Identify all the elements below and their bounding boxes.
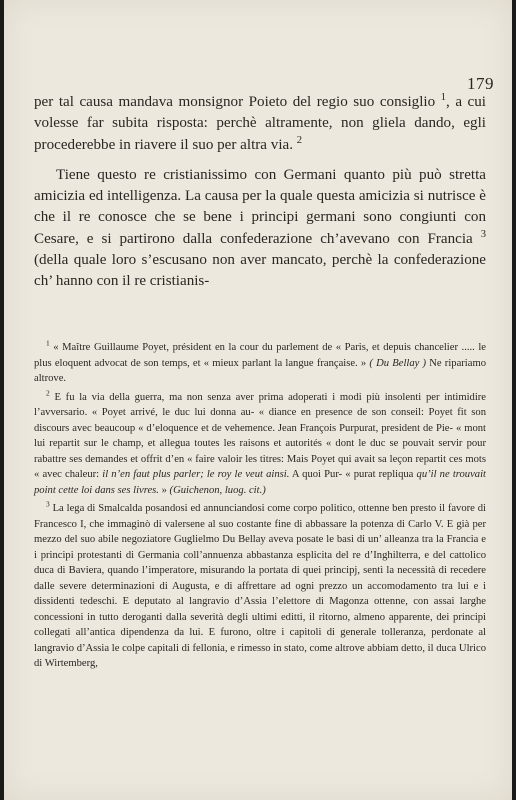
paragraph-1 — [34, 92, 486, 156]
paragraph-2-text: Tiene questo re cristianissimo con Germani quanto più può stretta amicizia ed intelligenza. La causa per la quale questa amicizia si nutrisce è che il re conosce che se bene i principi germani sono congiunti con Cesare, e si partirono dalla confederazione ch’avevano con Francia — [34, 166, 486, 247]
paragraph-1-text: per tal causa mandava monsignor Poieto del regio suo consiglio — [34, 94, 441, 110]
main-text — [34, 92, 486, 293]
footnote-2-mark: 2 — [46, 387, 50, 397]
footnote-3-text: La lega di Smalcalda posandosi ed annunciandosi come corpo politico, ottenne ben presto il favore di Francesco I, che immaginò di valersene al suo costante fine di abbassare la potenza di Carlo V. E già per mezzo del suo abile negoziatore Guglielmo Du Bellay aveva posate le basi di un’ alleanza tra la Francia e i principi protestanti di Germania coll’annuenza abbastanza esplicita del re d’Inghilterra, e del cattolico duca di Baviera, quando l’imperatore, misurando la portata di quei principj, sentì la necessità di recedere dalle severe determinazioni di Augusta, e di affrettare ad ogni prezzo un accomodamento tra lui e i dissidenti tedeschi. E deputato al langravio d’Assia l’elettore di Magonza ottenne, con assai larghe concessioni in tutto deroganti dalla severità degli ultimi editti, il ritorno, almeno apparente, dei principi collegati all’antica dipendenza da lui. E furono, oltre i capitoli di generale tolleranza, perdonate al langravio d’Assia le colpe capitali di fellonia, e rimesso in stato, come altrove abbiam detto, il duca Ulrico di Wirtemberg, — [34, 503, 486, 669]
footnote-2-italic-2: qu’il ne trouvait point cette loi dans ses livres. — [34, 469, 486, 496]
paragraph-1-tail: , a cui volesse far subita risposta: perchè altramente, non gliela dando, egli procederebbe in riavere il suo per altra via. — [34, 94, 487, 153]
footnote-1-tail: Ne ripariamo altrove. — [34, 357, 486, 384]
paragraph-2-tail: (della quale loro s’escusano non aver mancato, perchè la confederazione ch’ hanno con il re cristianis- — [34, 252, 486, 290]
footnote-ref-2: 2 — [296, 134, 303, 146]
footnote-2 — [34, 387, 486, 499]
footnotes — [34, 340, 486, 675]
footnote-3-mark: 3 — [46, 499, 50, 509]
footnote-2-text: E fu la via della guerra, ma non senza aver prima adoperati i modi più insolenti per intimidire l’avversario. « Poyet arrivé, le duc lui donna au- « diance en presence de son conseil: Poyet fit son discours avec beaucoup « d’eloquence et de vehemence. Jean François Purpurat, president de Pie- « mont lui repartit sur le champ, et allegua toutes les raisons et autorités « dont le duc se pouvait servir pour rabattre ses demandes et offrit d’en « faire valoir les titres: Mais Poyet qui avait sa leçon repartit ces mots « avec chaleur: — [34, 391, 486, 480]
footnote-2-italic: il n’en faut plus parler; le roy le veut ainsi. — [102, 469, 290, 480]
footnote-1-text: « Maître Guillaume Poyet, président en la cour du parlement de « Paris, et depuis chancelier ..... le plus eloquent advocat de son temps, et « mieux parlant la langue française. » — [34, 342, 486, 369]
footnote-2-tail: A quoi Pur- « purat repliqua — [289, 469, 417, 480]
footnote-3 — [34, 501, 486, 672]
paragraph-2 — [34, 165, 486, 293]
page-number: 179 — [467, 74, 494, 93]
footnote-ref-3: 3 — [480, 228, 486, 240]
footnote-2-italic-3: (Guichenon, luog. cit.) — [169, 484, 266, 496]
book-page — [4, 0, 512, 800]
footnote-2-tail-2: » — [158, 484, 170, 496]
footnote-1-mark: 1 — [46, 338, 50, 348]
footnote-ref-1: 1 — [440, 91, 446, 103]
footnote-1 — [34, 340, 486, 387]
footnote-1-italic: ( Du Bellay ) — [369, 357, 427, 369]
